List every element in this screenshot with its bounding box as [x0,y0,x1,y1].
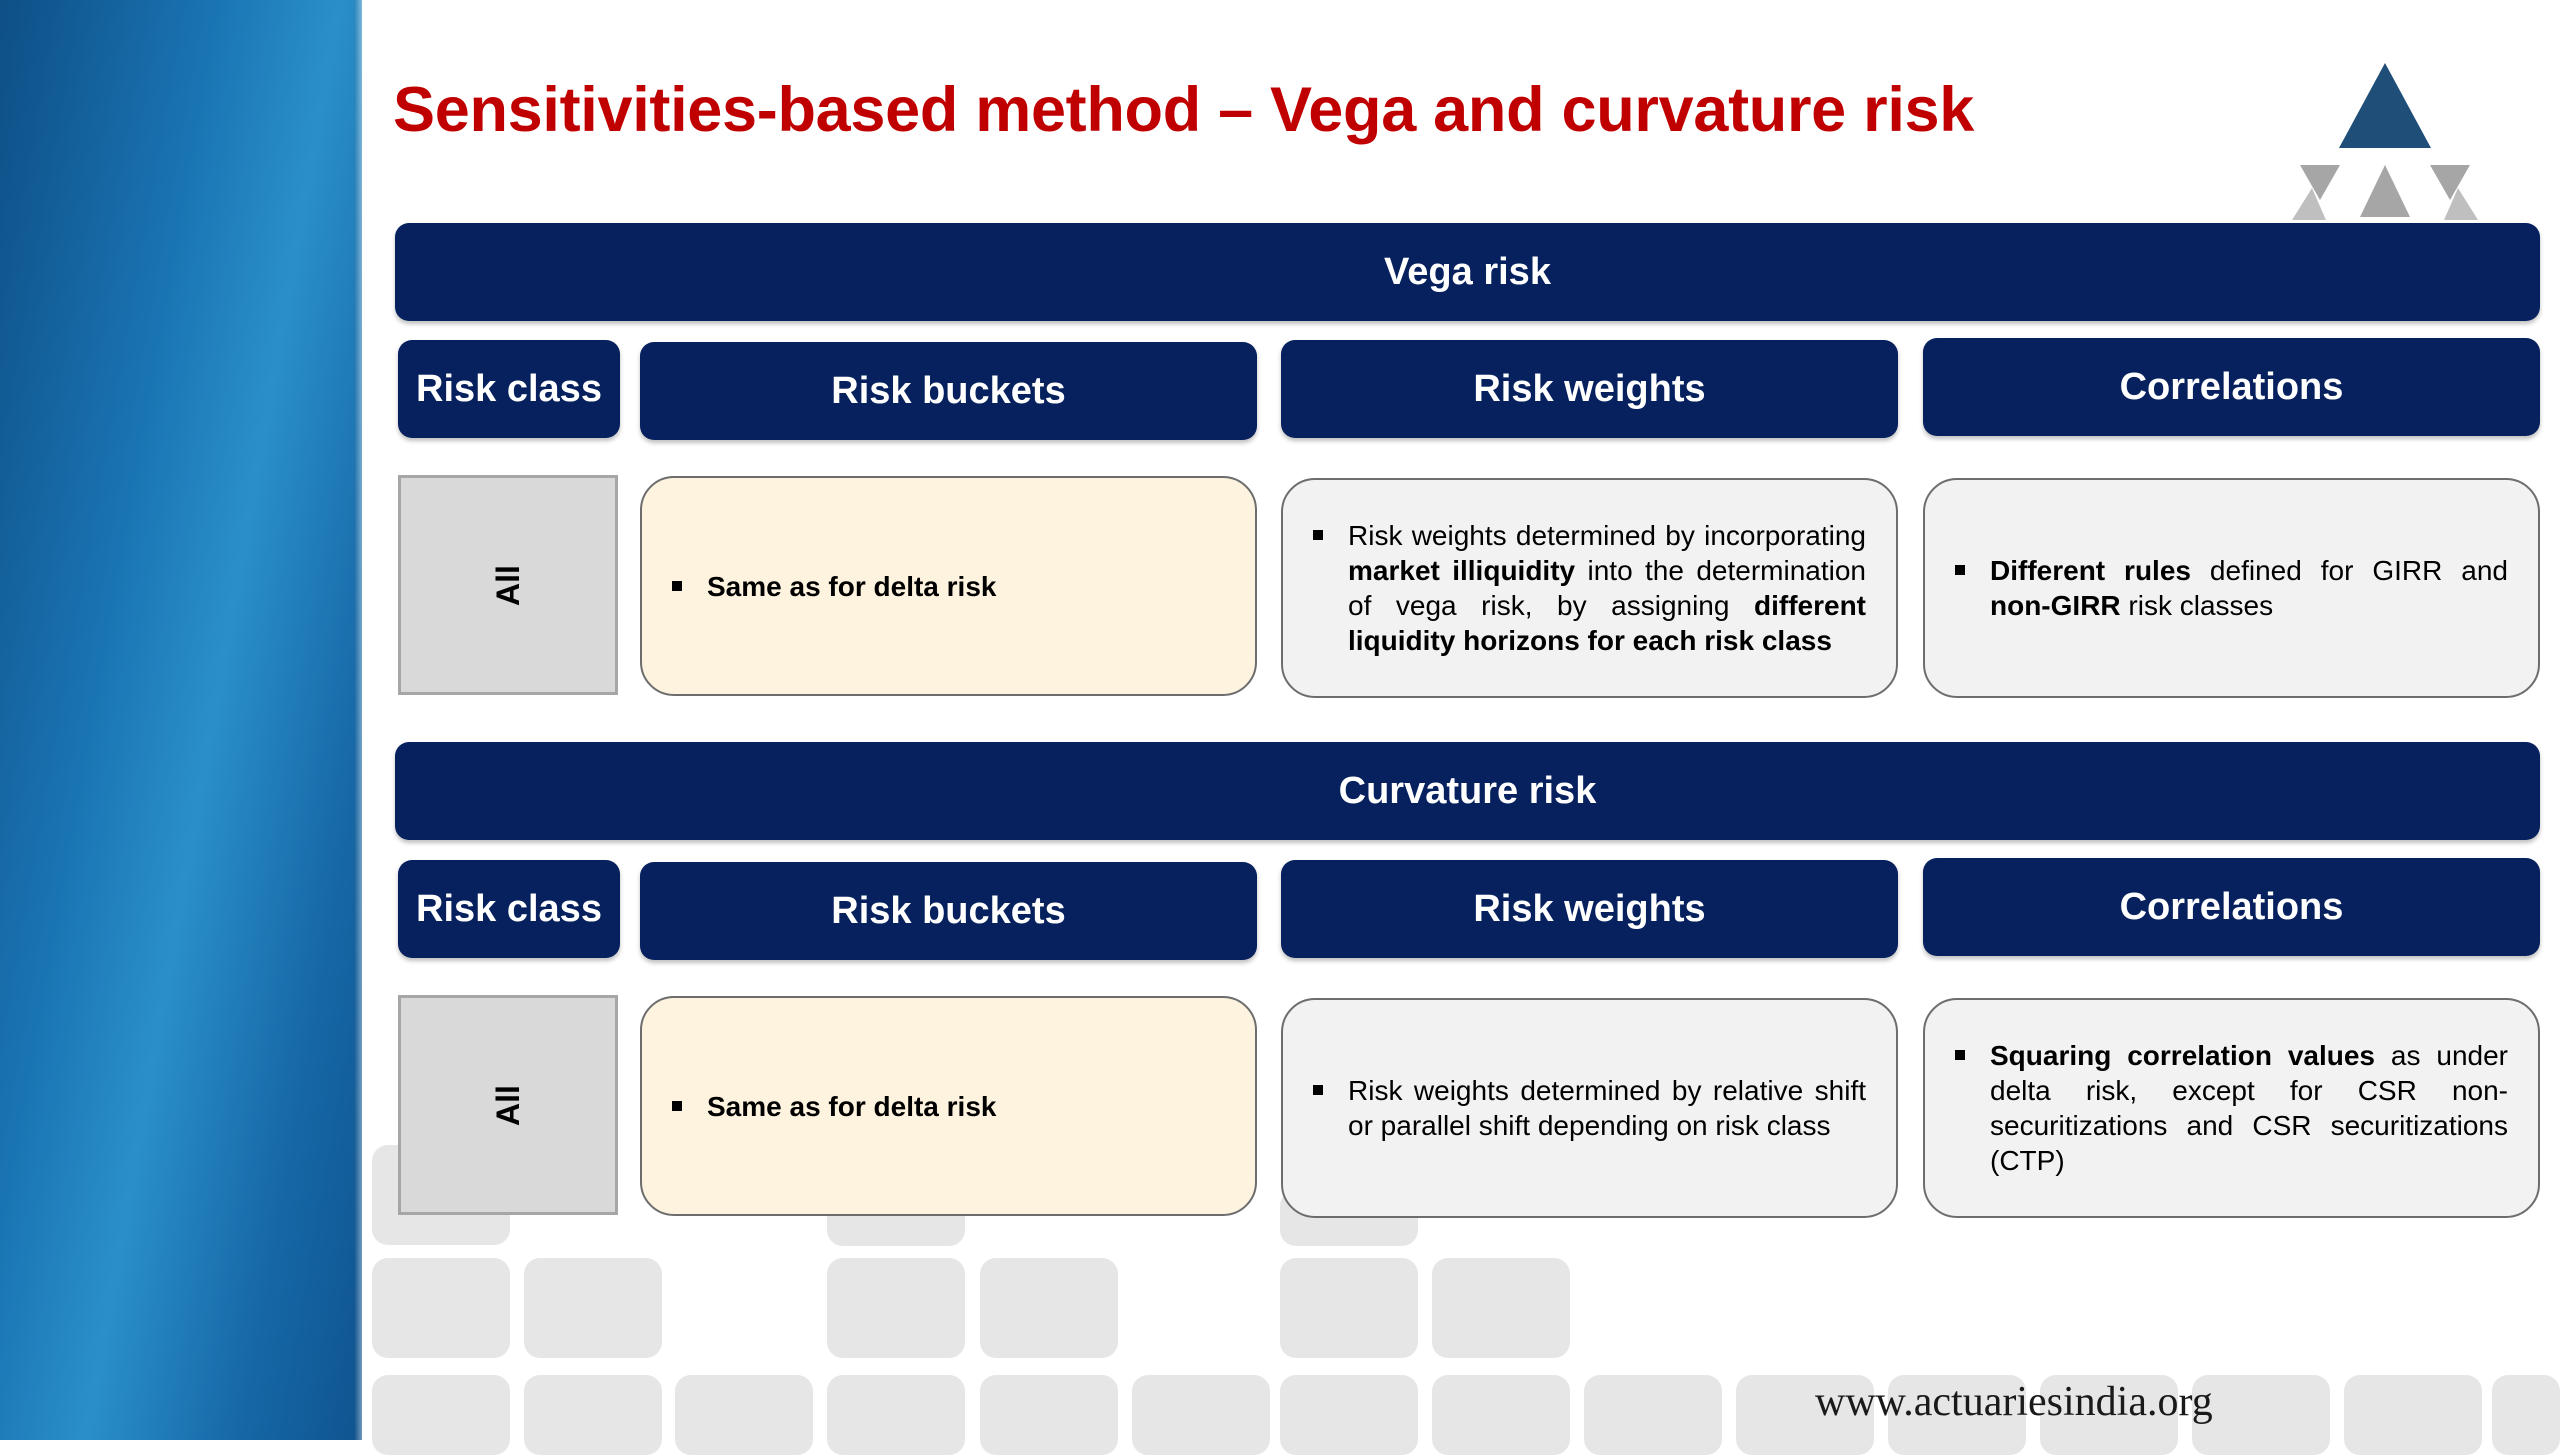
curvature-risk-class-value: All [489,1084,526,1126]
curvature-buckets-text: Same as for delta risk [707,1090,997,1122]
vega-risk-weights-header: Risk weights [1281,340,1898,438]
actuaries-logo-icon [2290,60,2480,225]
footer-website-url: www.actuariesindia.org [1815,1379,2213,1425]
vega-correlations-bullet [1955,553,2508,623]
bullet-icon [672,581,682,591]
left-decorative-panel [0,0,362,1440]
curvature-correlations-bullet [1955,1038,2508,1178]
bullet-icon [1313,530,1323,540]
vega-risk-class-cell [398,475,618,695]
curvature-risk-weights-header: Risk weights [1281,860,1898,958]
vega-buckets-bullet [672,569,1225,604]
vega-risk-class-header: Risk class [398,340,620,438]
curvature-risk-buckets-cell [640,996,1257,1216]
curvature-risk-buckets-header: Risk buckets [640,862,1257,960]
vega-risk-class-value: All [489,564,526,606]
vega-risk-banner: Vega risk [395,223,2540,321]
vega-correlations-header: Correlations [1923,338,2540,436]
curvature-risk-banner: Curvature risk [395,742,2540,840]
curvature-correlations-text: Squaring correlation values as under delta risk, except for CSR non-securitizations and CSR securitizations (CTP) [1990,1040,2508,1176]
curvature-risk-class-header: Risk class [398,860,620,958]
bullet-icon [1313,1085,1323,1095]
slide-title: Sensitivities-based method – Vega and curvature risk [393,75,1974,145]
bullet-icon [672,1101,682,1111]
curvature-risk-class-cell [398,995,618,1215]
vega-buckets-text: Same as for delta risk [707,570,997,602]
curvature-correlations-header: Correlations [1923,858,2540,956]
vega-correlations-cell [1923,478,2540,698]
vega-correlations-text: Different rules defined for GIRR and non-GIRR risk classes [1990,555,2508,621]
bullet-icon [1955,565,1965,575]
vega-risk-buckets-header: Risk buckets [640,342,1257,440]
curvature-weights-bullet [1313,1073,1866,1143]
vega-weights-text: Risk weights determined by incorporating market illiquidity into the determination of vega risk, by assigning different liquidity horizons for each risk class [1348,520,1866,656]
vega-risk-weights-cell [1281,478,1898,698]
vega-weights-bullet [1313,518,1866,658]
curvature-weights-text: Risk weights determined by relative shift or parallel shift depending on risk class [1348,1075,1866,1141]
curvature-correlations-cell [1923,998,2540,1218]
bullet-icon [1955,1050,1965,1060]
background-tile-pattern [362,0,2560,1440]
curvature-buckets-bullet [672,1089,1225,1124]
curvature-risk-weights-cell [1281,998,1898,1218]
vega-risk-buckets-cell [640,476,1257,696]
